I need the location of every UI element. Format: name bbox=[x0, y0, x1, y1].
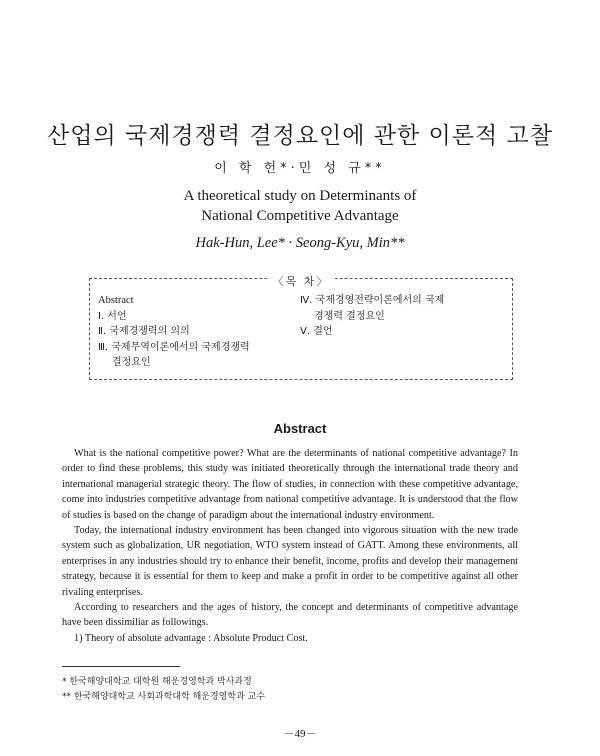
footnote: ** 한국해양대학교 사회과학대학 해운경영학과 교수 bbox=[62, 692, 266, 702]
abstract-list-item: 1) Theory of absolute advantage : Absolute Product Cost. bbox=[74, 632, 308, 644]
page-number: －49－ bbox=[283, 728, 317, 740]
footnote-rule bbox=[62, 666, 180, 667]
abstract-paragraph: According to researchers and the ages of history, the concept and determinants of competitive advantage have been dissimiliar as followings. bbox=[62, 602, 518, 629]
title-en-line-2: National Competitive Advantage bbox=[201, 208, 399, 224]
table-of-contents bbox=[89, 275, 513, 380]
toc-item: Ⅱ. 국제경쟁력의 의의 bbox=[98, 326, 190, 337]
authors-english: Hak-Hun, Lee* · Seong-Kyu, Min** bbox=[195, 235, 405, 251]
toc-right-column bbox=[300, 293, 500, 340]
toc-heading: 〈목 차〉 bbox=[267, 275, 336, 288]
toc-item: Ⅲ. 국제무역이론에서의 국제경쟁력 bbox=[98, 341, 250, 353]
toc-item: Abstract bbox=[98, 295, 134, 306]
paper-title: 산업의 국제경쟁력 결정요인에 관한 이론적 고찰 bbox=[47, 123, 553, 149]
paper-title-english bbox=[0, 186, 600, 226]
abstract-paragraph: What is the national competitive power? What are the determinants of national competitive advantage? In order to find these problems, this study was initiated theoretically through the international trade theory and international managerial strategic theory. The flow of studies, in connection with these competitive advantage, come into industries competitive advantage from national competitive advantage. It is understood that the flow of studies is based on the change of paradigm about the international industry environment. bbox=[62, 448, 518, 521]
toc-item: 결정요인 bbox=[112, 357, 151, 368]
abstract-body bbox=[62, 446, 518, 646]
toc-item: Ⅴ. 결언 bbox=[300, 326, 333, 337]
toc-left-column bbox=[98, 293, 298, 371]
toc-item: 경쟁력 결정요인 bbox=[314, 310, 385, 322]
abstract-heading: Abstract bbox=[273, 421, 327, 436]
footnote: * 한국해양대학교 대학원 해운경영학과 박사과정 bbox=[62, 677, 252, 687]
toc-item: Ⅰ. 서언 bbox=[98, 310, 127, 322]
abstract-paragraph: Today, the international industry environment has been changed into vigorous situation with the new trade system such as globalization, UR negotiation, WTO system instead of GATT. Among these environments, all enterprises in any industries should try to enhance their benefit, income, profits and develop their management strategy, because it is essential for them to keep and make a profit in order to be competitive against all other rivaling enterprises. bbox=[62, 525, 518, 598]
authors-korean: 이 학 헌*·민 성 규** bbox=[214, 161, 386, 176]
toc-item: Ⅳ. 국제경영전략이론에서의 국제 bbox=[300, 295, 445, 306]
title-en-line-1: A theoretical study on Determinants of bbox=[183, 188, 417, 204]
